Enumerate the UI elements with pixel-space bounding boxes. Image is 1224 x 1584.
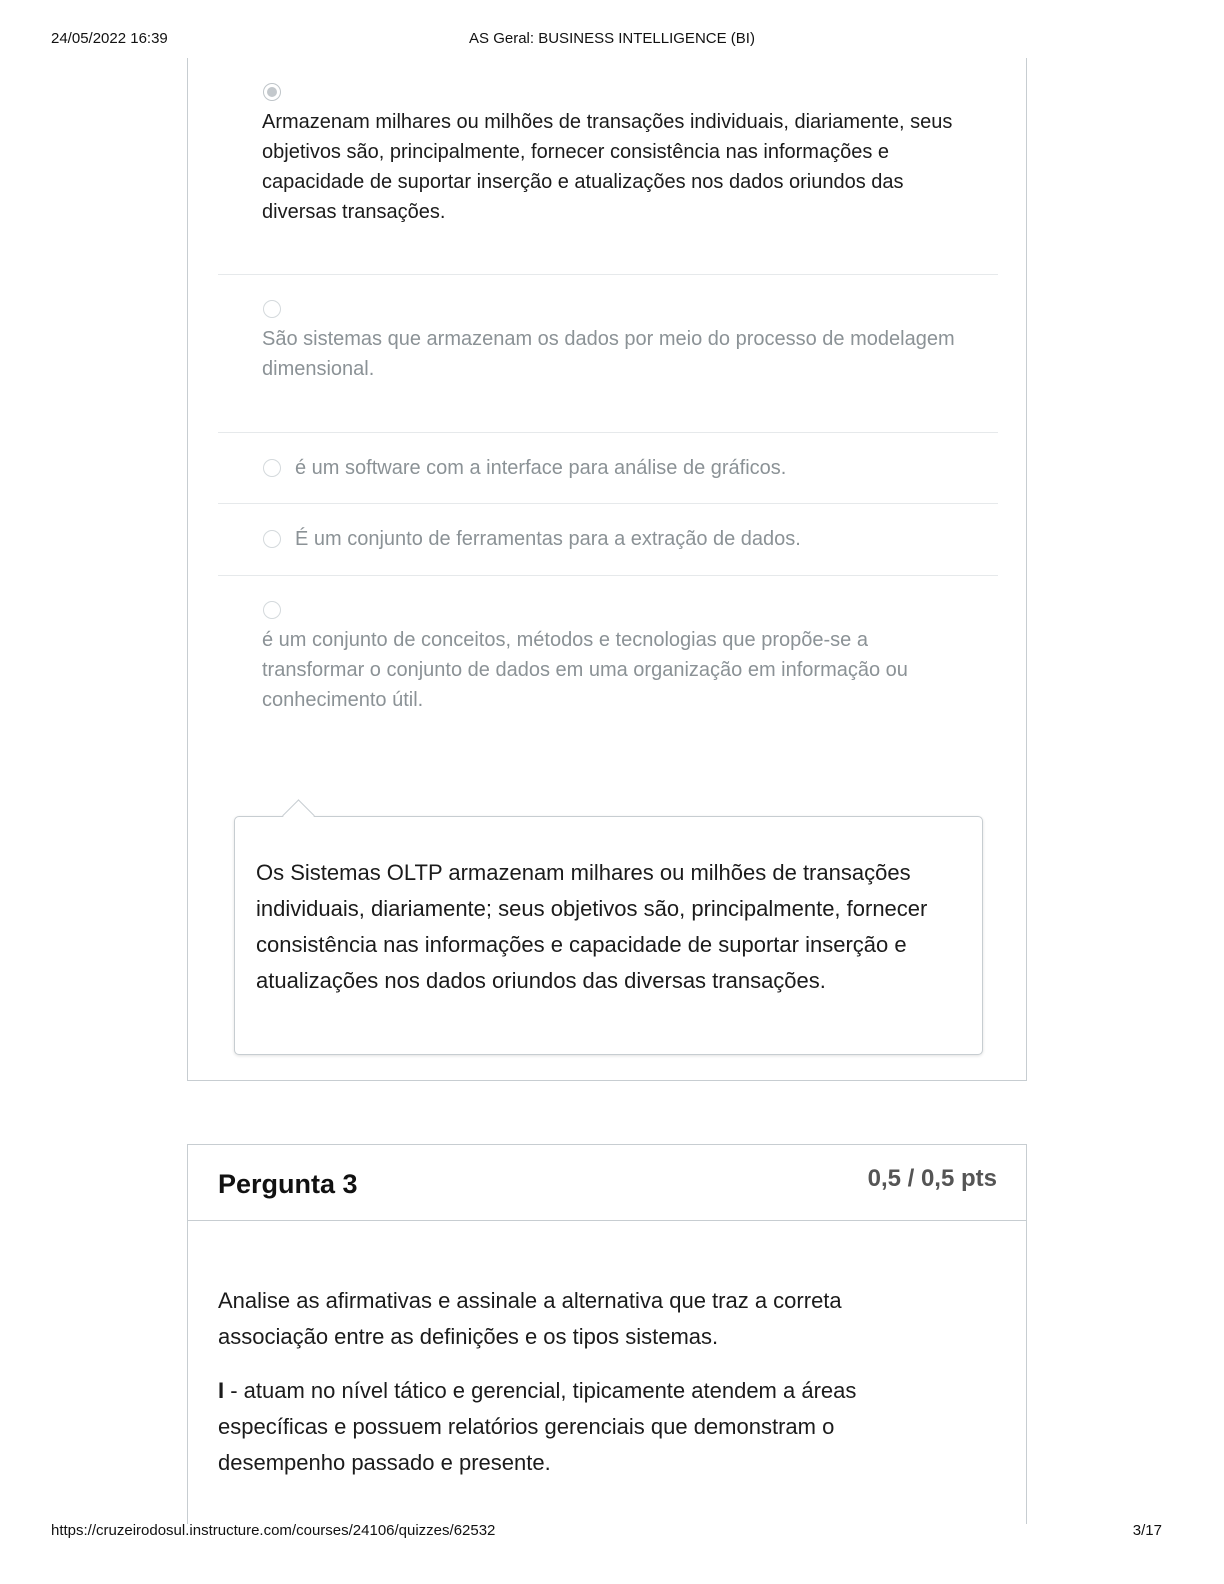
answer-option-text: Armazenam milhares ou milhões de transações individuais, diariamente, seus objetivos são, principalmente, fornecer consistência nas informações e capacidade de suportar inserção e atualizações nos dados oriundos das diversas transações. <box>262 111 953 223</box>
answer-option-3[interactable] <box>218 432 998 504</box>
question-2-panel <box>187 58 1027 1081</box>
radio-button[interactable] <box>263 300 281 318</box>
print-date: 24/05/2022 16:39 <box>51 30 168 47</box>
comment-text: Os Sistemas OLTP armazenam milhares ou milhões de transações individuais, diariamente; seus objetivos são, principalmente, fornecer consistência nas informações e capacidade de suportar inserção e atualizações nos dados oriundos das diversas transações. <box>256 860 928 993</box>
answer-option-1[interactable] <box>218 58 998 274</box>
comment-arrow <box>282 799 315 832</box>
question-body <box>218 1283 948 1499</box>
question-points: 0,5 / 0,5 pts <box>867 1165 997 1192</box>
print-url: https://cruzeirodosul.instructure.com/courses/24106/quizzes/62532 <box>51 1522 496 1539</box>
radio-button[interactable] <box>263 601 281 619</box>
radio-button-selected[interactable] <box>263 83 281 101</box>
statement-text: - atuam no nível tático e gerencial, tipicamente atendem a áreas específicas e possuem relatórios gerenciais que demonstram o desempenho passado e presente. <box>218 1378 857 1475</box>
answer-option-5[interactable] <box>218 575 998 776</box>
answer-option-text: é um software com a interface para análise de gráficos. <box>295 457 787 479</box>
answer-option-2[interactable] <box>218 274 998 433</box>
answer-option-text: É um conjunto de ferramentas para a extração de dados. <box>295 528 801 550</box>
radio-button[interactable] <box>263 530 281 548</box>
question-title: Pergunta 3 <box>218 1169 358 1199</box>
print-page-title: AS Geral: BUSINESS INTELLIGENCE (BI) <box>469 30 755 47</box>
answer-option-text: São sistemas que armazenam os dados por meio do processo de modelagem dimensional. <box>262 328 955 380</box>
print-page-number: 3/17 <box>1132 1522 1162 1539</box>
statement-label: I <box>218 1378 225 1403</box>
answer-option-4[interactable] <box>218 503 998 576</box>
answer-option-text: é um conjunto de conceitos, métodos e tecnologias que propõe-se a transformar o conjunto de dados em uma organização em informação ou conhecimento útil. <box>262 629 908 711</box>
answer-comment <box>234 816 983 1055</box>
radio-button[interactable] <box>263 459 281 477</box>
question-header <box>188 1145 1026 1221</box>
question-prompt: Analise as afirmativas e assinale a alternativa que traz a correta associação entre as definições e os tipos sistemas. <box>218 1288 842 1349</box>
question-3-panel <box>187 1144 1027 1524</box>
question-statement <box>218 1373 948 1481</box>
